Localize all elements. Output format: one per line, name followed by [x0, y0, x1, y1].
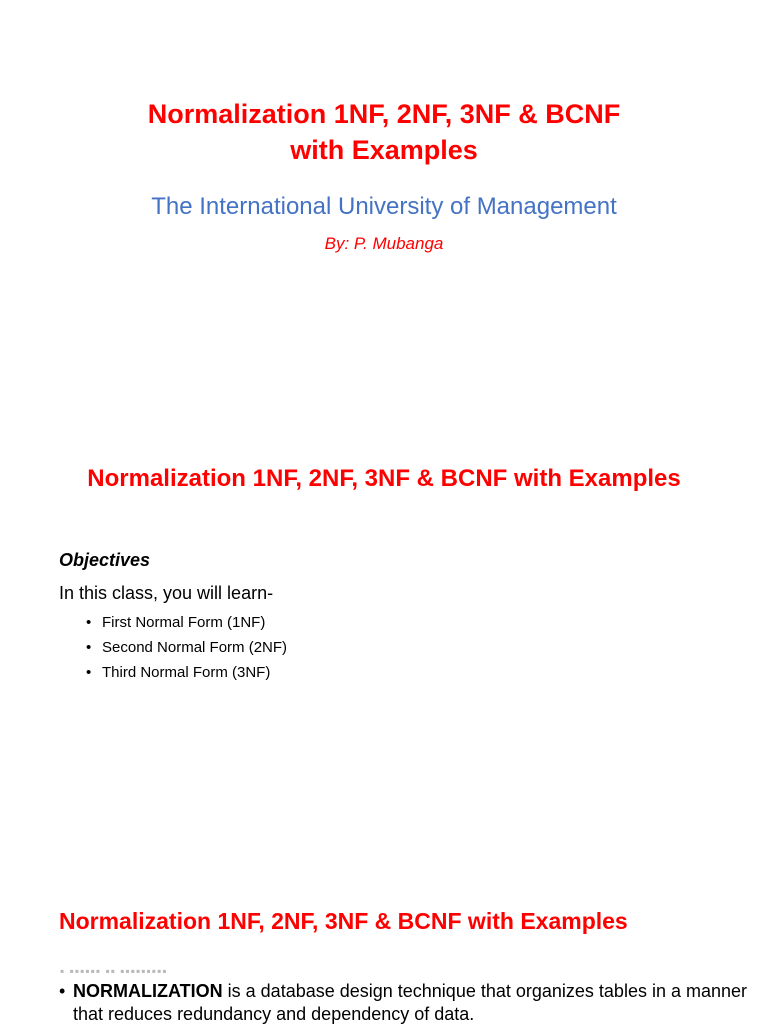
list-item [86, 635, 287, 660]
normalization-description: is a database design technique that organizes tables in a manner that reduces redundancy and dependency of data. [73, 981, 748, 1024]
list-item-text: First Normal Form (1NF) [102, 614, 266, 631]
list-item-text: Second Normal Form (2NF) [102, 639, 288, 656]
slide-1-byline: By: P. Mubanga [324, 234, 444, 253]
objectives-list [86, 610, 287, 685]
bullet-icon: • [86, 614, 92, 631]
list-item-text: Third Normal Form (3NF) [102, 664, 271, 681]
normalization-keyword: NORMALIZATION [73, 981, 223, 1001]
objectives-intro: In this class, you will learn- [59, 583, 274, 603]
faded-heading-decoration: ▪ ▪▪▪▪▪▪ ▪▪ ▪▪▪▪▪▪▪▪▪ [60, 966, 168, 974]
slide-1-subtitle: The International University of Management [151, 193, 617, 220]
slide-3-title: Normalization 1NF, 2NF, 3NF & BCNF with Examples [59, 908, 628, 934]
slide-1-title-line-2: with Examples [290, 135, 478, 165]
list-item [86, 660, 287, 685]
slide-1-title-line-1: Normalization 1NF, 2NF, 3NF & BCNF [147, 99, 621, 129]
objectives-heading: Objectives [59, 550, 151, 570]
list-item [86, 610, 287, 635]
bullet-icon: • [59, 981, 66, 1001]
slide-2-title: Normalization 1NF, 2NF, 3NF & BCNF with Examples [87, 465, 681, 492]
slide-1-title [0, 96, 768, 168]
bullet-icon: • [86, 639, 92, 656]
normalization-definition [59, 980, 763, 1024]
slide-2 [0, 432, 768, 864]
slide-1 [0, 0, 768, 432]
bullet-icon: • [86, 664, 92, 681]
slide-3 [0, 864, 768, 1024]
